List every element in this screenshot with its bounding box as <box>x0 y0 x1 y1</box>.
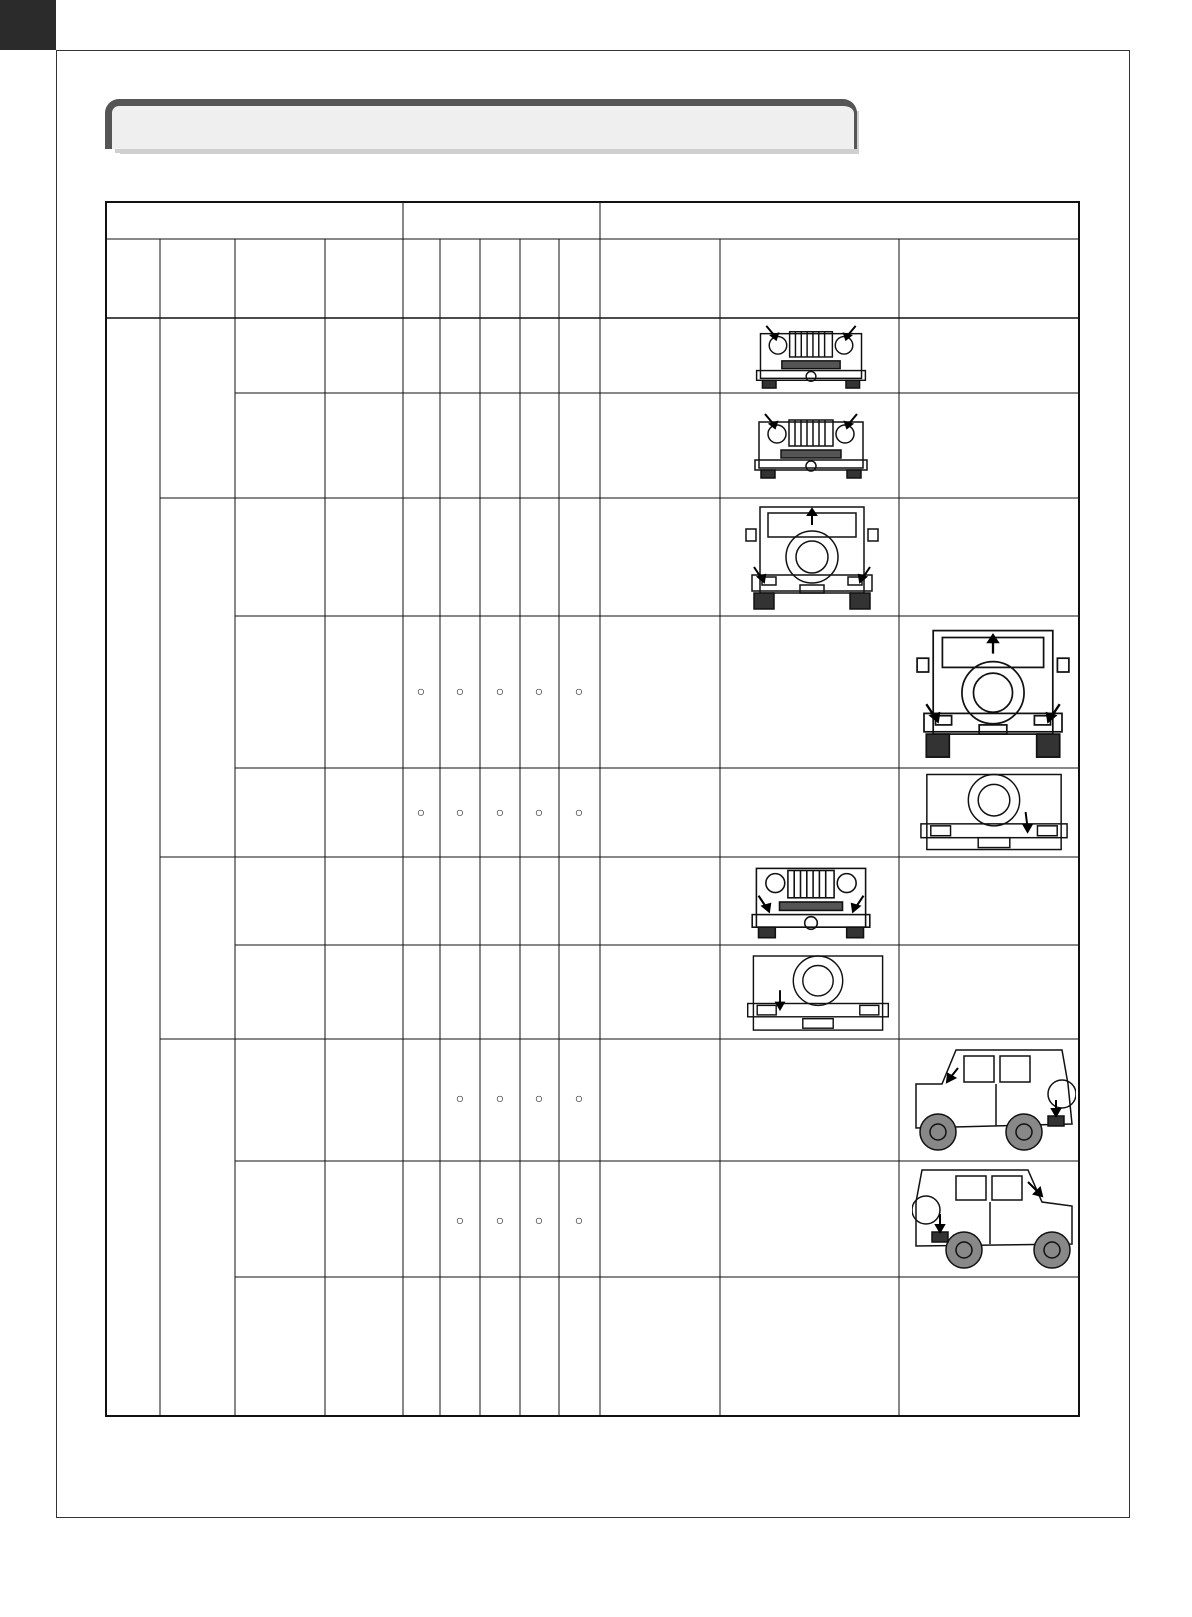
vehicle-front-icon <box>750 410 872 480</box>
vehicle-front-drawing <box>748 864 874 940</box>
applicability-marker: ○ <box>455 1090 465 1106</box>
applicability-marker: ○ <box>534 804 544 820</box>
applicability-marker: ○ <box>495 1212 505 1228</box>
vehicle-rear-drawing <box>912 626 1074 764</box>
vehicle-side-front-drawing <box>912 1166 1076 1272</box>
vehicle-side-rear-icon <box>912 1044 1076 1156</box>
applicability-marker: ○ <box>574 1090 584 1106</box>
vehicle-front-drawing <box>750 410 872 480</box>
vehicle-side-rear-drawing <box>912 1044 1076 1156</box>
applicability-marker: ○ <box>416 804 426 820</box>
applicability-marker: ○ <box>534 1090 544 1106</box>
vehicle-rear-lower-drawing <box>742 952 894 1036</box>
vehicle-front-icon <box>750 322 872 390</box>
applicability-marker: ○ <box>455 804 465 820</box>
vehicle-rear-icon <box>912 626 1074 764</box>
vehicle-rear-lower-icon <box>742 952 894 1036</box>
applicability-marker: ○ <box>534 1212 544 1228</box>
vehicle-rear-icon <box>742 503 882 615</box>
applicability-marker: ○ <box>574 1212 584 1228</box>
applicability-marker: ○ <box>574 804 584 820</box>
vehicle-rear-lower-icon <box>915 772 1073 854</box>
vehicle-front-icon <box>748 864 874 940</box>
applicability-marker: ○ <box>495 1090 505 1106</box>
vehicle-front-drawing <box>750 322 872 390</box>
applicability-marker: ○ <box>534 683 544 699</box>
applicability-marker: ○ <box>495 804 505 820</box>
applicability-marker: ○ <box>416 683 426 699</box>
applicability-marker: ○ <box>455 1212 465 1228</box>
applicability-marker: ○ <box>455 683 465 699</box>
applicability-marker: ○ <box>574 683 584 699</box>
vehicle-rear-drawing <box>742 503 882 615</box>
vehicle-rear-lower-drawing <box>915 772 1073 854</box>
vehicle-side-front-icon <box>912 1166 1076 1272</box>
applicability-marker: ○ <box>495 683 505 699</box>
